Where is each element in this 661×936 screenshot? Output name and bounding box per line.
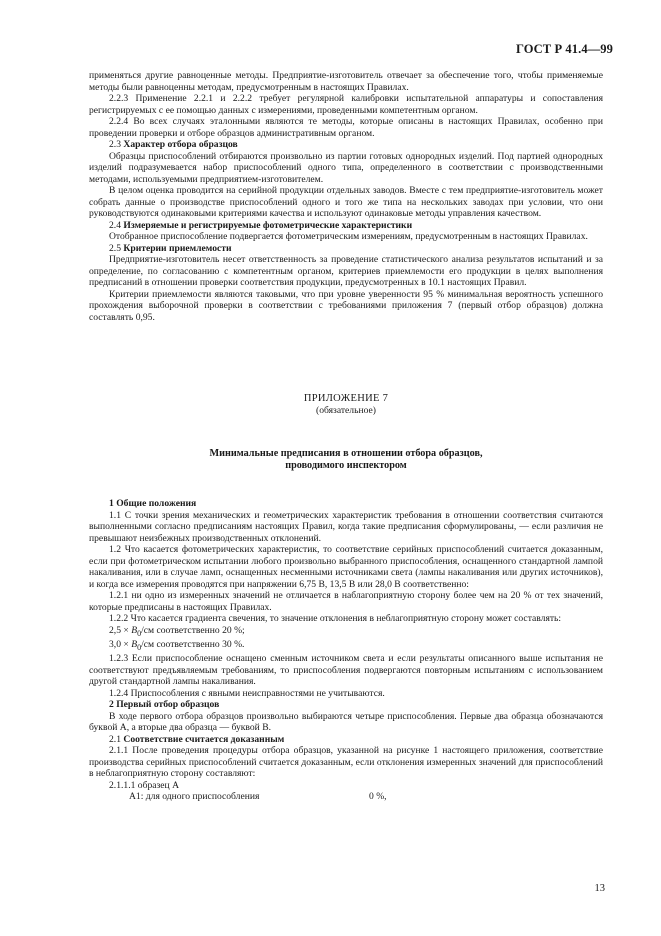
appendix-main-title-line-2: проводимого инспектором	[285, 460, 407, 471]
formula-2-prefix: 3,0 ×	[109, 638, 132, 650]
sample-a1-label: А1: для одного приспособления	[129, 791, 260, 803]
paragraph-2-2-3: 2.2.3 Применение 2.2.1 и 2.2.2 требует регулярной калибровки испытательной аппаратуры и сопоставления регистрируемых с ее помощью данных с измерениями, проведенными компетентным органом.	[89, 93, 603, 116]
heading-2-3-number: 2.3	[109, 139, 121, 150]
paragraph-2-1-1: 2.1.1 После проведения процедуры отбора образцов, указанной на рисунке 1 настоящего приложения, соответствие производства серийных приспособлений считается доказанным, если отклонения измеренных значений для приспособлений в неблагоприятную сторону составляют:	[89, 745, 603, 780]
heading-1: 1 Общие положения	[109, 498, 197, 509]
paragraph-1-2-3: 1.2.3 Если приспособление оснащено сменным источником света и если результаты описанного выше испытания не соответствуют предъявляемым требованиям, то приспособления подвергаются повторным испытаниям с использованием другой стандартной лампы накаливания.	[89, 653, 603, 688]
paragraph-2-1-1-1: 2.1.1.1 образец А	[109, 779, 180, 791]
appendix-main-title-line-1: Минимальные предписания в отношении отбора образцов,	[209, 448, 483, 459]
sample-a1-row	[89, 791, 603, 803]
formula-line-2	[89, 639, 603, 653]
formula-2-suffix: /см соответственно 30 %.	[141, 638, 245, 650]
paragraph-1-2-4: 1.2.4 Приспособления с явными неисправностями не учитываются.	[109, 687, 385, 699]
appendix-main-title	[89, 448, 603, 472]
paragraph-1-2-1: 1.2.1 ни одно из измеренных значений не отличается в наблагоприятную сторону более чем на 20 % от тех значений, которые предписаны в настоящих Правилах.	[89, 590, 603, 613]
heading-2-5	[89, 243, 603, 255]
formula-line-1	[89, 625, 603, 639]
heading-2-4-number: 2.4	[109, 219, 121, 231]
heading-2-3-title: Характер отбора образцов	[123, 139, 238, 150]
formula-1-prefix: 2,5 ×	[109, 624, 132, 636]
paragraph-1-2: 1.2 Что касается фотометрических характеристик, то соответствие серийных приспособлений считается доказанным, если при фотометрическом испытании любого произвольно выбранного приспособления, оснащенного стандартной лампой накаливания, или в случае ламп, оснащенных несменными источниками света (лампы накаливания или других источников), и когда все измерения проводятся при напряжении 6,75 В, 13,5 В или 28,0 В соответственно:	[89, 544, 603, 590]
heading-2-1-title: Соответствие считается доказанным	[123, 733, 285, 745]
paragraph-2: В ходе первого отбора образцов произвольно выбираются четыре приспособления. Первые два образца обозначаются буквой А, а вторые два образца — буквой В.	[89, 710, 603, 734]
formula-2-subscript: 0	[137, 642, 142, 652]
paragraph-1-1: 1.1 С точки зрения механических и геометрических характеристик требования в отношении соответствия считаются выполненными согласно предписаниям настоящих Правил, когда такие предписания сформулированы, — если различия не превышают неизбежных производственных отклонений.	[89, 509, 603, 544]
heading-2-4-title: Измеряемые и регистрируемые фотометрические характеристики	[123, 219, 413, 231]
heading-2-1-number: 2.1	[109, 733, 121, 745]
formula-2-var: B	[131, 638, 138, 650]
heading-2-1	[89, 734, 603, 746]
heading-2-5-number: 2.5	[109, 242, 121, 254]
document-body	[89, 70, 603, 803]
page-number: 13	[594, 883, 605, 894]
paragraph-1-2-2: 1.2.2 Что касается градиента свечения, то значение отклонения в неблагоприятную сторону может составлять:	[109, 613, 562, 624]
formula-1-var: B	[131, 624, 138, 636]
paragraph-2-3-b: В целом оценка проводится на серийной продукции отдельных заводов. Вместе с тем предприятие-изготовитель может собрать данные о производстве приспособлений одного и того же типа на нескольких заводах при условии, что они руководствуются одинаковыми критериями качества и используют одинаковые методы управления качеством.	[89, 185, 603, 219]
heading-2-4	[89, 220, 603, 232]
heading-2: 2 Первый отбор образцов	[109, 699, 220, 711]
formula-1-variable	[131, 625, 141, 636]
appendix-subtitle: (обязательное)	[316, 404, 376, 416]
paragraph-2-5-b: Критерии приемлемости являются таковыми, что при уровне уверенности 95 % минимальная вероятность успешного прохождения выборочной проверки в соответствии с требованиями приложения 7 (первый отбор образцов) должна составлять 0,95.	[89, 288, 603, 323]
appendix-title: ПРИЛОЖЕНИЕ 7	[303, 393, 389, 404]
paragraph-continuation: применяться другие равноценные методы. Предприятие-изготовитель отвечает за обеспечение того, чтобы применяемые методы были равноценны методам, предусмотренным в настоящих Правилах.	[89, 70, 603, 93]
heading-2-3	[89, 139, 603, 151]
document-id-header: ГОСТ Р 41.4—99	[515, 42, 613, 56]
heading-2-5-title: Критерии приемлемости	[123, 242, 232, 254]
sample-a1-value: 0 %,	[369, 791, 387, 803]
paragraph-2-2-4: 2.2.4 Во всех случаях эталонными являются те методы, которые описаны в настоящих Правилах, особенно при проведении проверки и отборе образцов административным органом.	[89, 116, 603, 139]
paragraph-2-4: Отобранное приспособление подвергается фотометрическим измерениям, предусмотренным в настоящих Правилах.	[109, 231, 588, 242]
formula-1-suffix: /см соответственно 20 %;	[141, 624, 245, 636]
formula-2-variable	[131, 639, 141, 650]
formula-1-subscript: 0	[137, 628, 142, 638]
paragraph-2-5-a: Предприятие-изготовитель несет ответственность за проведение статистического анализа результатов испытаний и за определение, по согласованию с компетентным органом, критериев приемлемости его продукции в целях выполнения предписаний в отношении проверки соответствия продукции, предусмотренных в 10.1 настоящих Правил.	[89, 254, 603, 288]
paragraph-2-3-a: Образцы приспособлений отбираются произвольно из партии готовых однородных изделий. Под партией однородных изделий подразумевается набор приспособлений одного типа, определенного в соответствии с производственными методами, используемыми предприятием-изготовителем.	[89, 150, 603, 185]
